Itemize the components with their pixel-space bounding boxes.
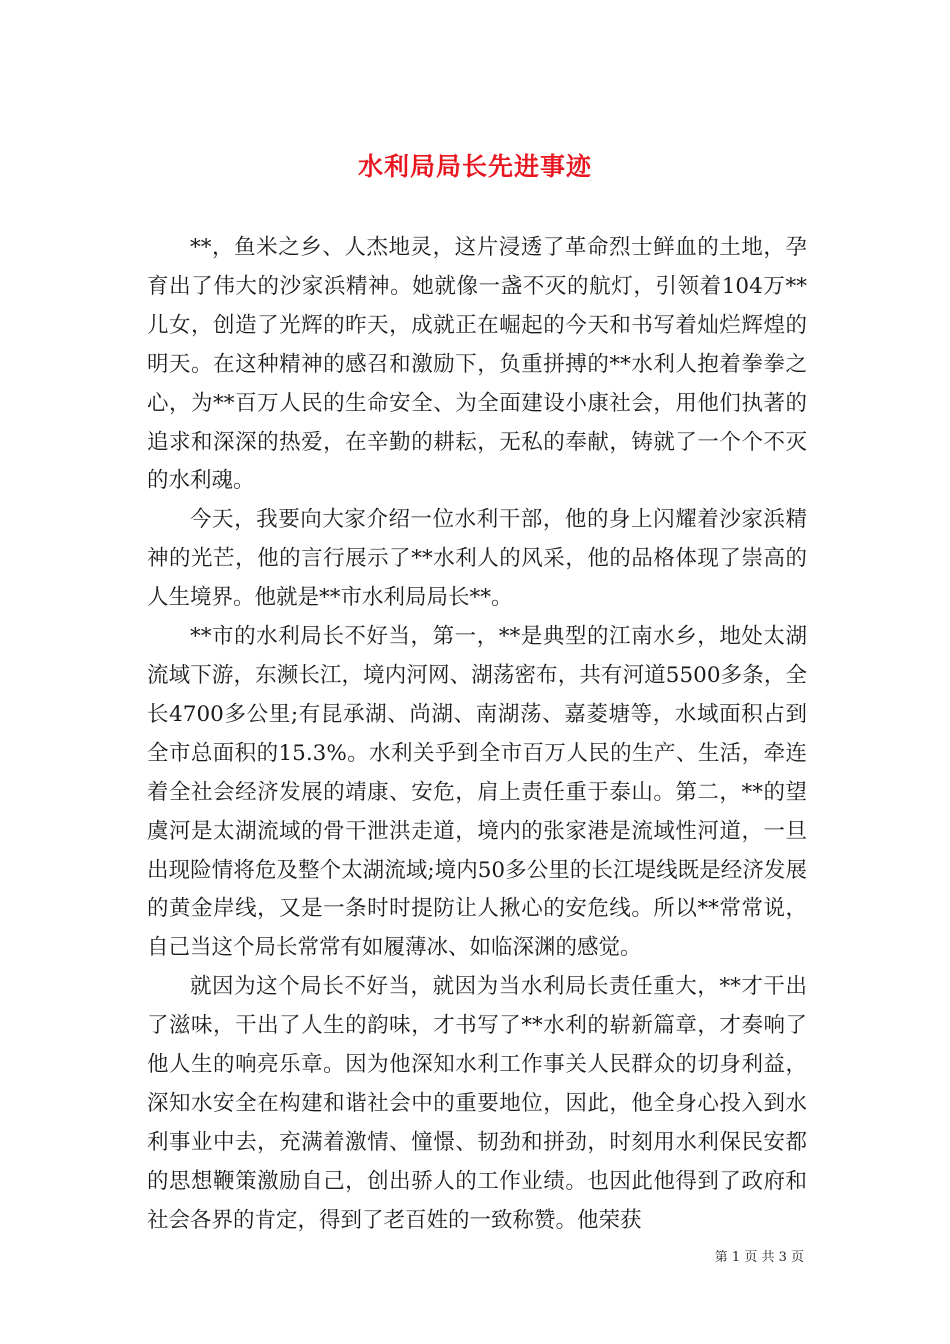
document-title: 水利局局长先进事迹	[357, 151, 592, 181]
paragraph-1: **，鱼米之乡、人杰地灵，这片浸透了革命烈士鲜血的土地，孕育出了伟大的沙家浜精神。她就像一盏不灭的航灯，引领着104万**儿女，创造了光辉的昨天，成就正在崛起的今天和书写着灿烂辉煌的明天。在这种精神的感召和激励下，负重拼搏的**水利人抱着拳拳之心，为**百万人民的生命安全、为全面建设小康社会，用他们执著的追求和深深的热爱，在辛勤的耕耘，无私的奉献，铸就了一个个不灭的水利魂。	[147, 235, 807, 494]
document-body	[147, 229, 807, 1241]
paragraph-2: 今天，我要向大家介绍一位水利干部，他的身上闪耀着沙家浜精神的光芒，他的言行展示了**水利人的风采，他的品格体现了崇高的人生境界。他就是**市水利局局长**。	[147, 507, 807, 611]
page-number-footer: 第 1 页 共 3 页	[714, 1250, 804, 1265]
paragraph-4: 就因为这个局长不好当，就因为当水利局长责任重大，**才干出了滋味，干出了人生的韵味，才书写了**水利的崭新篇章，才奏响了他人生的响亮乐章。因为他深知水利工作事关人民群众的切身利益，深知水安全在构建和谐社会中的重要地位，因此，他全身心投入到水利事业中去，充满着激情、憧憬、韧劲和拼劲，时刻用水利保民安都的思想鞭策激励自己，创出骄人的工作业绩。也因此他得到了政府和社会各界的肯定，得到了老百姓的一致称赞。他荣获	[147, 974, 807, 1233]
paragraph-3: **市的水利局长不好当，第一，**是典型的江南水乡，地处太湖流域下游，东濒长江，境内河网、湖荡密布，共有河道5500多条，全长4700多公里;有昆承湖、尚湖、南湖荡、嘉菱塘等，水域面积占到全市总面积的15.3%。水利关乎到全市百万人民的生产、生活，牵连着全社会经济发展的靖康、安危，肩上责任重于泰山。第二，**的望虞河是太湖流域的骨干泄洪走道，境内的张家港是流域性河道，一旦出现险情将危及整个太湖流域;境内50多公里的长江堤线既是经济发展的黄金岸线，又是一条时时提防让人揪心的安危线。所以**常常说，自己当这个局长常常有如履薄冰、如临深渊的感觉。	[147, 624, 807, 961]
